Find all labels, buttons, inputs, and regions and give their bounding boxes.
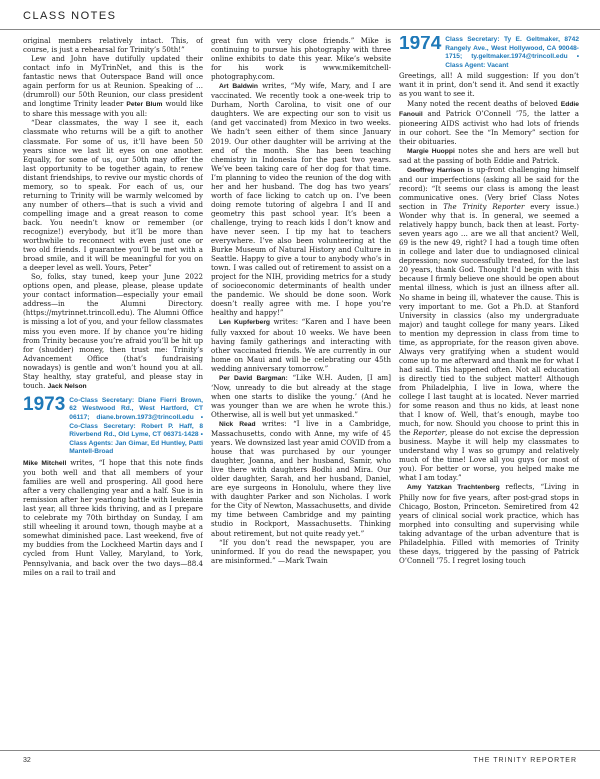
- footer-divider: [0, 750, 600, 751]
- paragraph: [399, 165, 579, 483]
- columns: [23, 36, 579, 746]
- paragraph: [23, 272, 203, 391]
- class-year-heading: [23, 393, 203, 457]
- classmate-name: Peter Blum: [126, 101, 163, 109]
- classmate-name: Len Kupferberg: [219, 319, 271, 327]
- classmate-name: Margie Huoppi: [407, 147, 455, 155]
- section-header: CLASS NOTES: [23, 10, 117, 22]
- text: notes she and hers are well but sad at the passing of both Eddie and Patrick.: [399, 145, 579, 165]
- classmate-name: Art Baldwin: [219, 83, 258, 91]
- text: : “Like W.H. Auden, [I am] ‘Now, unready to die but already at the stage when one starts to dislike the young.’ (And he was younger than we are when he wrote this.) Otherwise, all is well but yet unmasked.”: [211, 372, 391, 419]
- classmate-name: Eddie Fanouil: [399, 100, 579, 118]
- paragraph: [211, 419, 391, 538]
- classmate-name: Nick Read: [219, 420, 256, 428]
- class-secretary-info: Co-Class Secretary: Diane Fierri Brown, 62 Westwood Rd., West Hartford, CT 06117; diane.brown.1973@trincoll.edu • Co-Class Secretary: Robert P. Haff, 8 Riverbend Rd., Old Lyme, CT 06371-1428 • Class Agents: Jan Gimar, Ed Huntley, Patti Mantell-Broad: [69, 396, 203, 456]
- paragraph: [23, 54, 203, 118]
- text: reflects, “Living in Philly now for five years, after post-grad stops in Chicago, Boston, Princeton. Semiretired from 42 years of clinical social work practice, which has morphed into consulting and supervising while taking advantage of the urban adventure that is Philadelphia. Filled with memories of Trinity these days, triggered by the passing of Patrick O’Connell ’75. I regret losing touch: [399, 482, 579, 565]
- paragraph: [23, 458, 203, 577]
- paragraph: [399, 99, 579, 146]
- paragraph: Greetings, all! A mild suggestion: If you don’t want it in print, don’t send it. And send it exactly as you want to see it.: [399, 71, 579, 99]
- paragraph: “If you don’t read the newspaper, you are uninformed. If you do read the newspaper, you are misinformed.” —Mark Twain: [211, 537, 391, 565]
- classmate-name: Per David Bargman: [219, 374, 286, 382]
- column-1: [23, 36, 203, 746]
- paragraph: [399, 482, 579, 564]
- text: is up-front challenging himself and our imperfections (asking all be said for the record): “It seems our class is among the least communicative ones. (Very brief Class Notes section in: [399, 164, 579, 212]
- class-secretary-info: Class Secretary: Ty E. Geltmaker, 8742 Rangely Ave., West Hollywood, CA 90048-1715; ty.geltmaker.1974@trincoll.edu • Class Agent: Vacant: [445, 36, 579, 69]
- paragraph: “Dear classmates, the way I see it, each classmate who returns will be a gift to another classmate. For some of us, it’ll have been 50 years since we last lit eyes on one another. Equally, for some of us, our 50th may offer the last opportunity to be together again, to renew distant friendships, to revive our mystic chords of memory, so to speak. For each of us, our returning to Trinity will be warmly welcomed by any number of others—that is such a vivid and compelling image and a great reason to come back. You needn’t know or remember (or recognize!) everybody, but it’ll be more than worthwhile to reconnect with even just one or two old friends. I guarantee you’ll be met with a broad smile, and it will be meaningful for you on a deeper level as well. Yours, Peter”: [23, 118, 203, 273]
- column-3: [399, 36, 579, 746]
- text: and Patrick O’Connell ’75, the latter a pioneering AIDS activist who had lots of friends in our cohort. See the “In Memory” section for their obituaries.: [399, 108, 579, 146]
- text: Lew and John have dutifully updated their contact info in MyTrinNet, and this is the fantastic news that Outerspace Band will once again perform for us at Reunion. Speaking of … (drumroll) our 50th Reunion, our class president and longtime Trinity leader: [23, 54, 203, 109]
- text: So, folks, stay tuned, keep your June 2022 options open, and please, please, please update your contact information—especially your email address—in the Alumni Directory. (https://mytrinnet.trincoll.edu). The Alumni Office is missing a lot of you, and your fellow classmates miss you even more. If by chance you’re hiding from Trinity because you’re afraid you’ll be hit up for (shudder) money, then trust me: Trinity’s Advancement Office (that’s fundraising nowadays) is gentle and won’t hound you at all. Stay healthy, stay grateful, and please stay in touch.: [23, 272, 203, 390]
- text: would like to share this message with you all:: [23, 99, 203, 119]
- text: writes: “I live in a Cambridge, Massachusetts, condo with Anne, my wife of 45 years. We downsized last year amid COVID from a house that was purchased by our younger daughter, Joanna, and her husband, Samir, who live there with daughters Bodhi and Mira. Our older daughter, Sarah, and her husband, Daniel, are eye surgeons in Honolulu, where they live with daughter Parker and son Nicholas. I work for the City of Newton, Massachusetts, and divide my time between Cambridge and my painting studio in Rockport, Massachusetts. Thinking about retirement, but not quite ready yet.”: [211, 418, 391, 538]
- column-2: [211, 36, 391, 746]
- class-year-heading: [399, 36, 579, 70]
- text: every issue.) Wonder why that is. In general, we seemed a relatively happy bunch, back then at least. Forty-seven years ago … are we all that ancient? Well, 69 is the new 49, right? I had a tough time often in college and later due to undiagnosed clinical depression; now successfully treated, for the last 20 years, thank God. Thought I’d begin with this because I firmly believe one should be open about mental illness, which is just an illness after all. No shame in being ill, whatever the cause. This is very important to me. Got a Ph.D. at Stanford University in classics (also my undergraduate major) and taught college for many years. Liked to mention my depression in class from time to time, as appropriate, for the reason given above. Always very gratifying when a student would come up to me afterward and thank me for what I had said. This happened often. Not all education is directly tied to the subject matter! Although from Philadelphia, I live in Iowa, where the college I last taught at is located. Never married for some reason and thus no kids, at least none that I know of. Well, that’s enough, maybe too much, for now. Should you choose to print this in the: [399, 202, 579, 438]
- class-year: 1974: [399, 36, 442, 54]
- publication-title: The Trinity Reporter: [443, 202, 525, 212]
- paragraph: [399, 146, 579, 165]
- classmate-name: Mike Mitchell: [23, 459, 67, 467]
- paragraph: [211, 317, 391, 372]
- text: writes, “I hope that this note finds you both well and that all members of your families are well and prospering. All good here after a very challenging year and a half. Sue is in remission after her yearlong battle with leukemia last year, all three kids thriving, and as I prepare to celebrate my 70th birthday on Sunday, I am still wheeling it around town, though maybe at a somewhat diminished pace. Last weekend, five of my buddies from the Lockheed Martin days and I cycled from Hunt Valley, Maryland, to York, Pennsylvania, and back over the two days—88.4 miles on a rail to trail and: [23, 457, 203, 577]
- text: , please do not excise the depression business. Maybe it will help my classmates to understand why I was so grumpy and relatively much of the time! Love all you guys (or most of you). For better or worse, you helped make me what I am today.”: [399, 428, 579, 483]
- paragraph: original members relatively intact. This, of course, is just a rehearsal for Trinity’s 50th!”: [23, 36, 203, 55]
- paragraph: great fun with very close friends.” Mike is continuing to pursue his photography with three online exhibits to date this year. Mike’s website for his work is www.mikemitchell-photography.com.: [211, 36, 391, 82]
- signature: Jack Nelson: [47, 382, 87, 390]
- page-number: 32: [23, 757, 31, 764]
- publication-name: THE TRINITY REPORTER: [473, 757, 577, 764]
- paragraph: [211, 81, 391, 317]
- classmate-name: Amy Yatzkan Trachtenberg: [407, 484, 500, 492]
- publication-title: Reporter: [413, 428, 446, 438]
- header-divider: [0, 29, 600, 30]
- classmate-name: Geoffrey Harrison: [407, 166, 465, 174]
- class-year: 1973: [23, 393, 66, 415]
- paragraph: [211, 373, 391, 419]
- text: writes: “Karen and I have been fully vaxxed for about 10 weeks. We have been having family gatherings and interacting with other vaccinated friends. We are currently in our home on Maui and will be celebrating our 45th wedding anniversary tomorrow.”: [211, 317, 391, 373]
- text: writes, “My wife, Mary, and I are vaccinated. We recently took a one-week trip to Durham, North Carolina, to visit one of our daughters. We are expecting our son to visit us (and get vaccinated) from Mexico in two weeks. We hadn’t seen either of them since January 2019. Our other daughter will be arriving at the end of the month. She has been teaching chemistry in Indonesia for the past two years. We’ve been taking care of her dog for that time. I’m planning to video the reunion of the dog with her and her husband. The dog has two years’ worth of face licking to catch up on. I’ve been doing remote tutoring of algebra I and II and geometry this past school year. It’s been a challenge, trying to reach kids I don’t know and have never seen. I tip my hat to teachers everywhere. I’ve also been volunteering at the Burke Museum of Natural History and Culture in Seattle. Happy to give a tour to anybody who’s in town. I was called out of retirement to assist on a project for the NIH, providing metrics for a study of socioeconomic determinants of health under the pandemic. We should be done soon. Work doesn’t really agree with me. I hope you’re healthy and happy!”: [211, 81, 391, 318]
- text: Many noted the recent deaths of beloved: [407, 98, 561, 108]
